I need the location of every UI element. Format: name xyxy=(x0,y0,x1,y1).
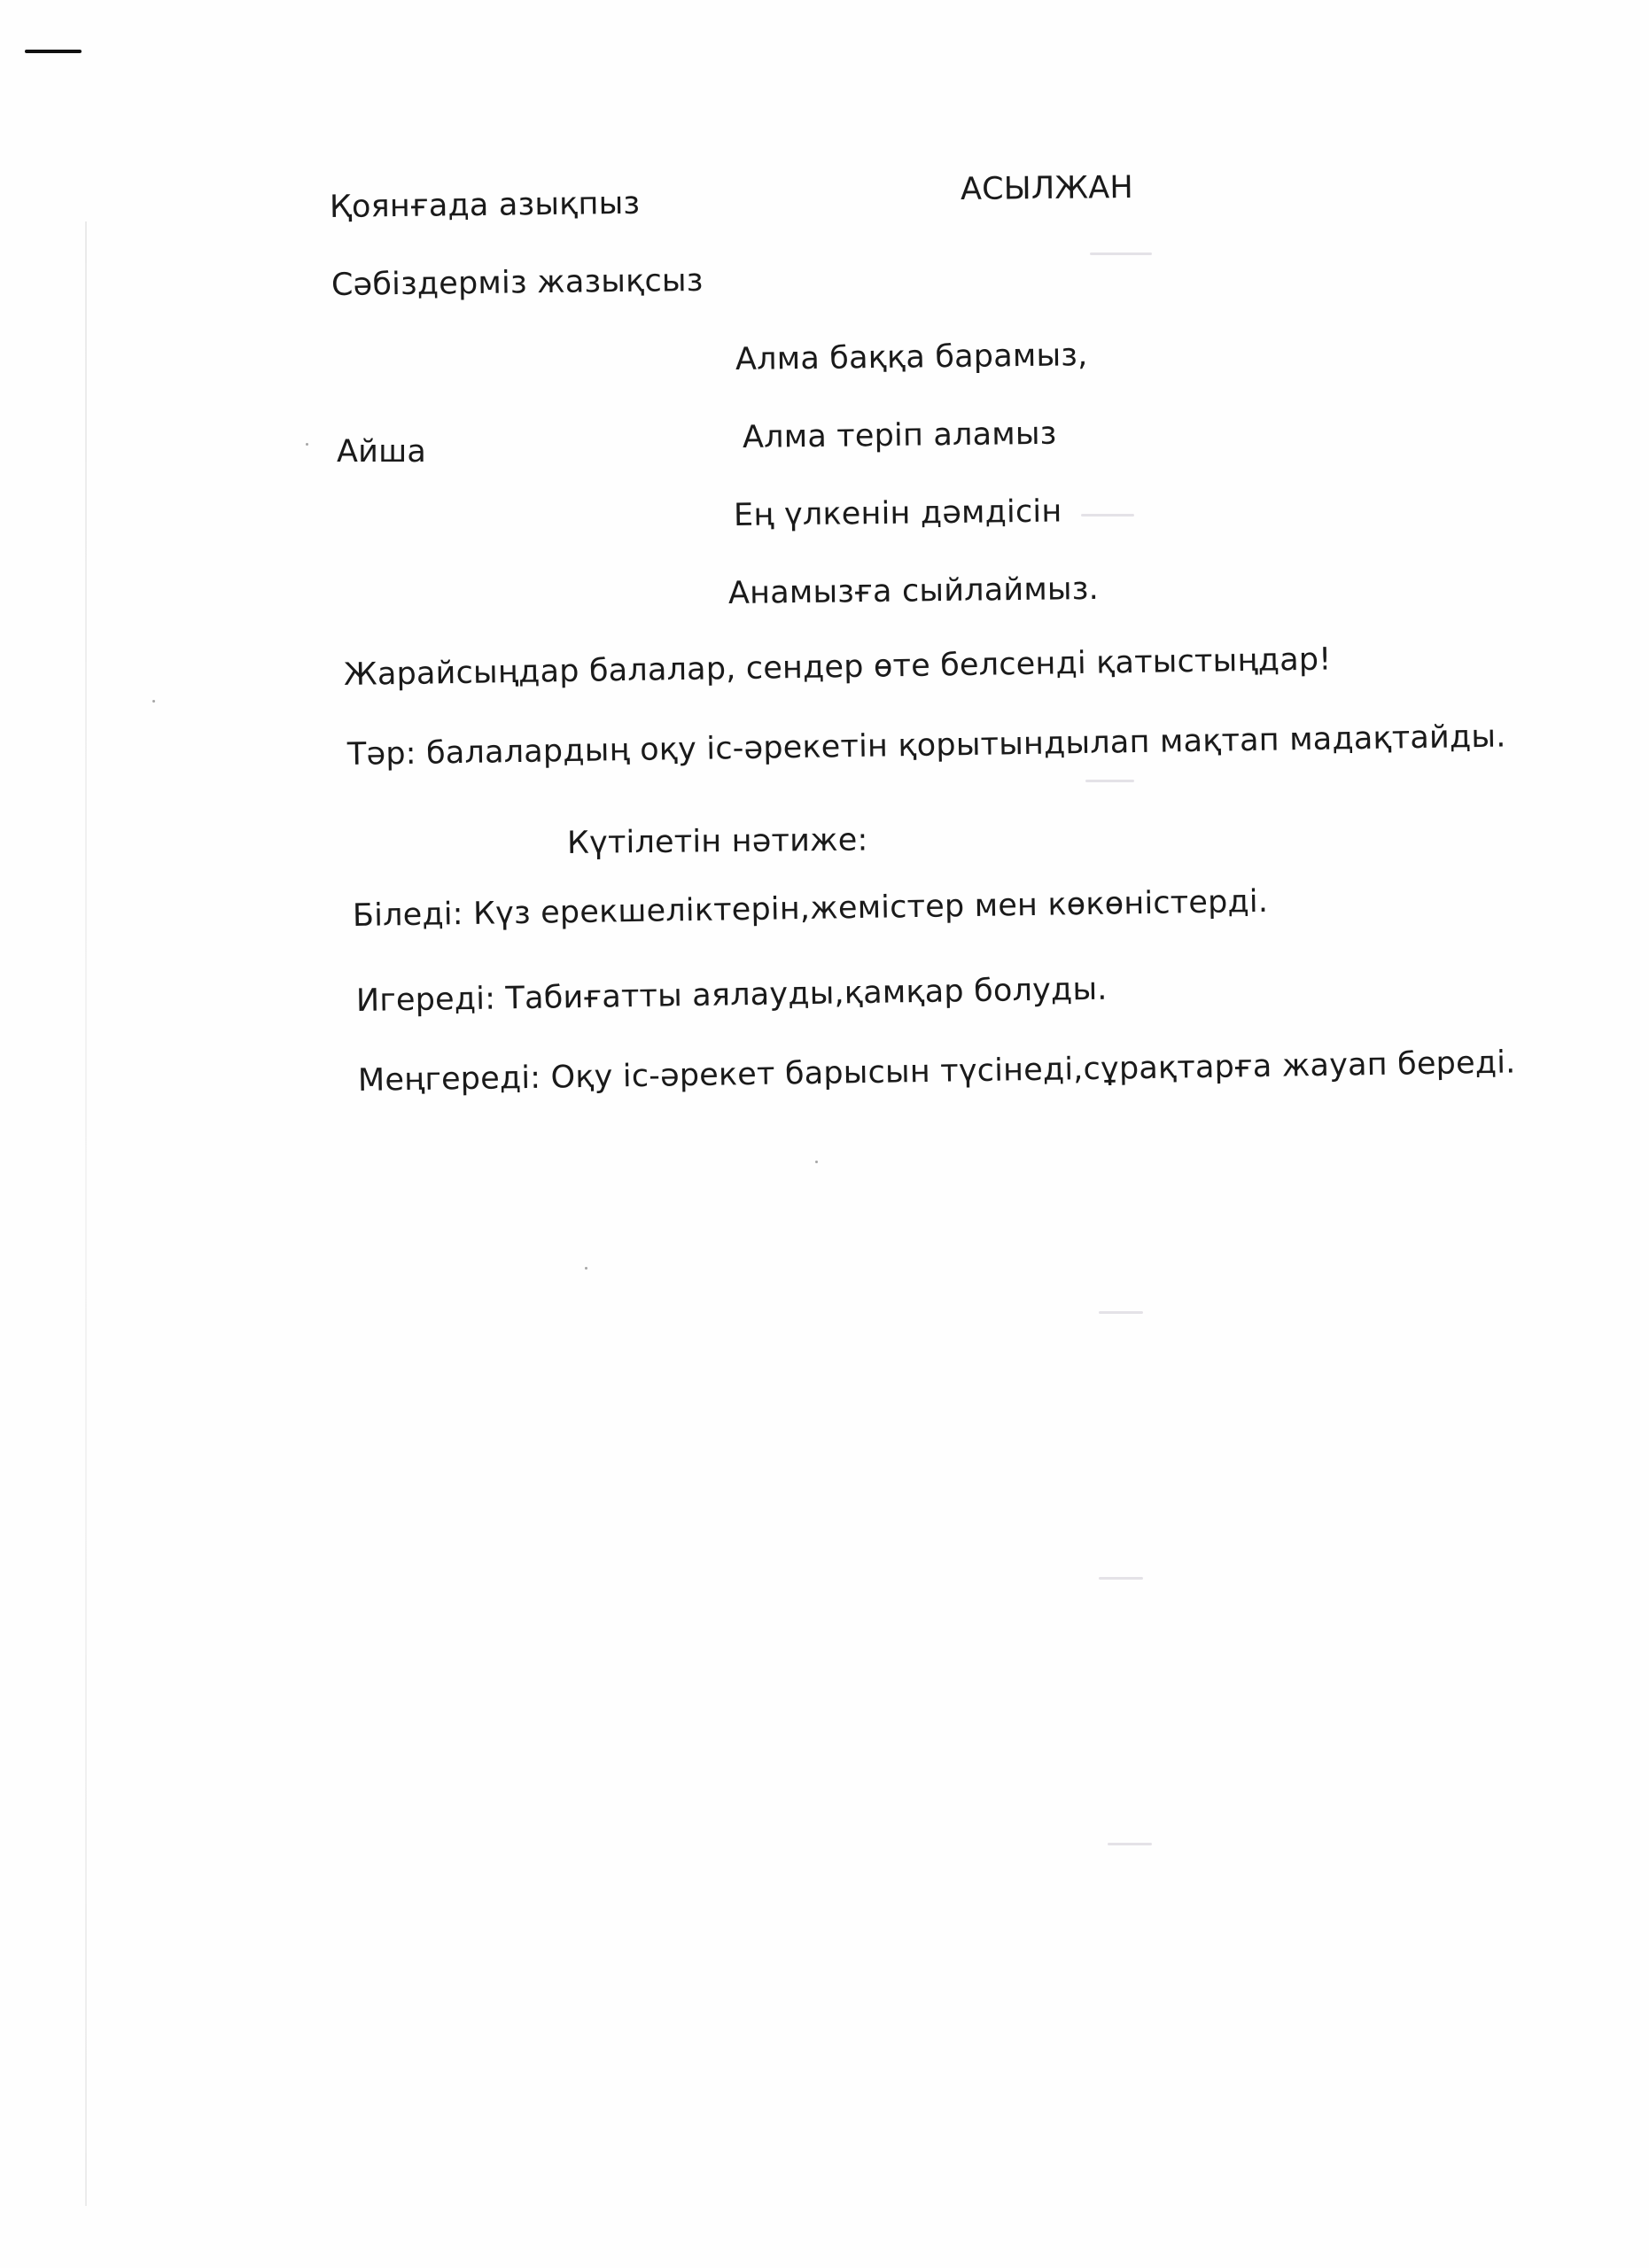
scan-speck xyxy=(306,443,308,446)
poem-line-koyan: Қоянғада азықпыз xyxy=(329,185,641,225)
scan-smudge xyxy=(1108,1843,1152,1845)
scan-smudge xyxy=(1081,514,1134,517)
scan-mark xyxy=(25,50,82,53)
name-aisha: Айша xyxy=(337,434,426,470)
scan-edge-shadow xyxy=(85,221,87,2206)
result-igeredi: Игереді: Табиғатты аялауды,қамқар болуды. xyxy=(355,971,1108,1019)
poem-line-alma-bakka: Алма баққа барамыз, xyxy=(735,338,1088,377)
name-asylzhan: АСЫЛЖАН xyxy=(960,169,1134,207)
scan-smudge xyxy=(1099,1577,1143,1580)
poem-line-alma-terip: Алма теріп аламыз xyxy=(742,416,1057,455)
scan-speck xyxy=(152,700,155,703)
expected-result-heading: Күтілетін нәтиже: xyxy=(566,822,868,861)
scan-smudge xyxy=(1099,1311,1143,1314)
result-mengeredi: Меңгереді: Оқу іс-әрекет барысын түсінеді,сұрақтарға жауап береді. xyxy=(357,1045,1516,1099)
scan-smudge xyxy=(1090,252,1152,255)
poem-line-en-ulkenin: Ең үлкенін дәмдісін xyxy=(733,493,1062,533)
scan-speck xyxy=(585,1267,587,1270)
result-biledi: Біледі: Күз ерекшеліктерін,жемістер мен көкөністерді. xyxy=(352,883,1269,934)
teacher-note: Тәр: балалардың оқу іс-әрекетін қорытындылап мақтап мадақтайды. xyxy=(346,718,1506,773)
scan-smudge xyxy=(1085,780,1134,782)
scan-speck xyxy=(815,1161,818,1163)
praise-line: Жарайсыңдар балалар, сендер өте белсенді қатыстыңдар! xyxy=(343,641,1332,693)
poem-line-anamyzga: Анамызға сыйлаймыз. xyxy=(727,571,1100,611)
poem-line-sabiz: Сәбіздерміз жазықсыз xyxy=(331,262,704,303)
